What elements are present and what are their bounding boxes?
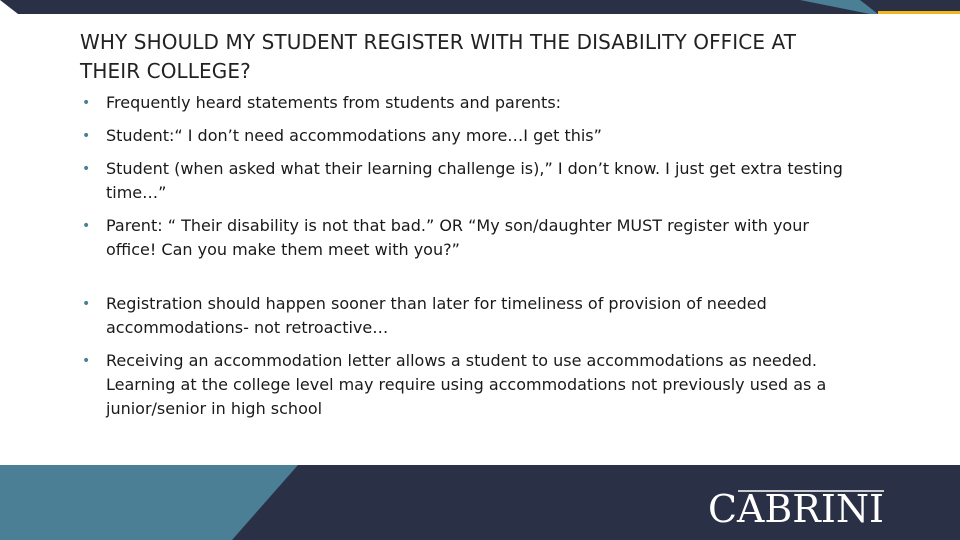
- bullet-text: Frequently heard statements from students and parents:: [106, 93, 562, 112]
- top-accent-bar: [0, 0, 960, 14]
- bullet-text: Registration should happen sooner than later for timeliness of provision of needed accommodations- not retroactive…: [106, 294, 767, 337]
- bullet-marker: •: [82, 296, 91, 312]
- logo-wordmark: CABRINI: [708, 487, 884, 527]
- bullet-item: [78, 292, 858, 340]
- bullet-text: Receiving an accommodation letter allows a student to use accommodations as needed. Learning at the college level may require using accommodations not previously used as a junior/senior in high school: [106, 351, 827, 418]
- bullet-text: Student (when asked what their learning challenge is),” I don’t know. I just get extra testing time…”: [106, 159, 843, 202]
- bullet-marker: •: [82, 95, 91, 111]
- bullet-marker: •: [82, 218, 91, 234]
- top-gold-stripe: [878, 11, 960, 14]
- bullet-marker: •: [82, 128, 91, 144]
- bullet-text: Student:“ I don’t need accommodations any more…I get this”: [106, 126, 602, 145]
- bullet-marker: •: [82, 161, 91, 177]
- cabrini-logo: [708, 487, 888, 527]
- bullet-item: [78, 157, 858, 205]
- bullet-item: [78, 349, 858, 421]
- bullet-item: [78, 91, 858, 115]
- bullet-list: [78, 91, 858, 430]
- bullet-marker: •: [82, 353, 91, 369]
- slide-title: WHY SHOULD MY STUDENT REGISTER WITH THE DISABILITY OFFICE AT THEIR COLLEGE?: [80, 30, 797, 83]
- bullet-item: [78, 214, 858, 262]
- top-accent-shape: [0, 0, 960, 14]
- bullet-item: [78, 124, 858, 148]
- bullet-text: Parent: “ Their disability is not that bad.” OR “My son/daughter MUST register with your office! Can you make them meet with you?”: [106, 216, 809, 259]
